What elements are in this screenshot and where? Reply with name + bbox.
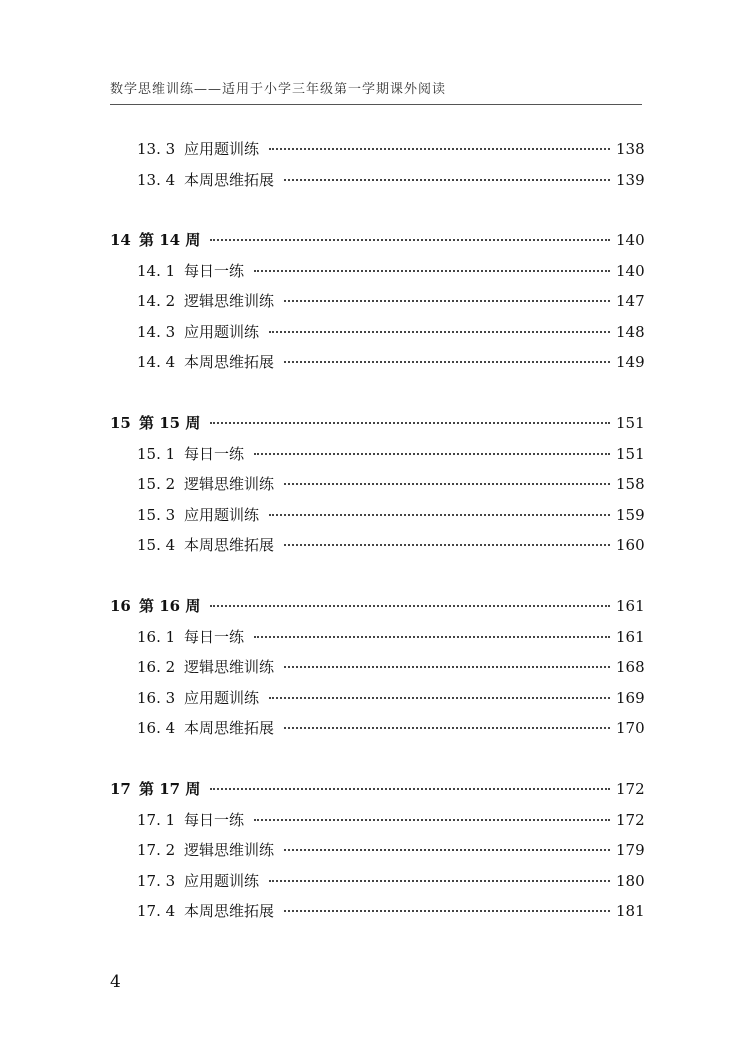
dot-leader <box>254 453 610 455</box>
toc-section-entry[interactable] <box>137 444 645 464</box>
toc-chapter-entry[interactable] <box>110 413 645 433</box>
header-rule <box>110 104 642 105</box>
toc-entry-page: 172 <box>616 811 645 829</box>
toc-entry-page: 140 <box>616 231 645 249</box>
toc-entry-page: 149 <box>616 353 645 371</box>
toc-entry-title: 本周思维拓展 <box>184 902 275 920</box>
toc-section-entry[interactable] <box>137 657 645 677</box>
toc-section-entry[interactable] <box>137 474 645 494</box>
toc-section-entry[interactable] <box>137 535 645 555</box>
toc-section-entry[interactable] <box>137 291 645 311</box>
toc-section-entry[interactable] <box>137 170 645 190</box>
toc-entry-page: 161 <box>616 628 645 646</box>
toc-entry-title: 应用题训练 <box>184 140 260 158</box>
dot-leader <box>284 849 610 851</box>
toc-entry-title: 应用题训练 <box>184 872 260 890</box>
toc-entry-page: 159 <box>616 506 645 524</box>
dot-leader <box>254 636 610 638</box>
toc-entry-title: 本周思维拓展 <box>184 171 275 189</box>
toc-entry-title: 逻辑思维训练 <box>184 475 275 493</box>
toc-entry-number: 15 <box>110 414 131 432</box>
toc-entry-title: 应用题训练 <box>184 323 260 341</box>
toc-entry-title: 本周思维拓展 <box>184 536 275 554</box>
toc-entry-page: 172 <box>616 780 645 798</box>
dot-leader <box>254 819 610 821</box>
toc-entry-title: 第 16 周 <box>139 597 201 615</box>
toc-entry-title: 第 17 周 <box>139 780 201 798</box>
toc-entry-number: 16. 2 <box>137 658 176 676</box>
dot-leader <box>210 605 610 607</box>
dot-leader <box>269 514 610 516</box>
toc-section-entry[interactable] <box>137 352 645 372</box>
toc-entry-number: 13. 4 <box>137 171 176 189</box>
toc-entry-page: 170 <box>616 719 645 737</box>
toc-entry-page: 151 <box>616 414 645 432</box>
toc-entry-number: 14. 2 <box>137 292 176 310</box>
dot-leader <box>284 910 610 912</box>
toc-entry-number: 15. 2 <box>137 475 176 493</box>
toc-chapter-entry[interactable] <box>110 779 645 799</box>
toc-entry-number: 17. 4 <box>137 902 176 920</box>
toc-entry-page: 139 <box>616 171 645 189</box>
dot-leader <box>210 239 610 241</box>
toc-section-entry[interactable] <box>137 840 645 860</box>
dot-leader <box>269 697 610 699</box>
toc-entry-title: 逻辑思维训练 <box>184 292 275 310</box>
toc-entry-number: 14. 3 <box>137 323 176 341</box>
dot-leader <box>210 422 610 424</box>
toc-entry-page: 158 <box>616 475 645 493</box>
toc-section-entry[interactable] <box>137 871 645 891</box>
toc-chapter-entry[interactable] <box>110 596 645 616</box>
toc-entry-title: 每日一练 <box>184 811 245 829</box>
toc-entry-page: 169 <box>616 689 645 707</box>
dot-leader <box>269 331 610 333</box>
toc-entry-number: 14. 1 <box>137 262 176 280</box>
toc-entry-page: 161 <box>616 597 645 615</box>
toc-entry-number: 17. 1 <box>137 811 176 829</box>
dot-leader <box>269 880 610 882</box>
toc-section-entry[interactable] <box>137 901 645 921</box>
toc-entry-number: 17 <box>110 780 131 798</box>
toc-entry-number: 16. 3 <box>137 689 176 707</box>
toc-entry-number: 16 <box>110 597 131 615</box>
dot-leader <box>284 666 610 668</box>
toc-entry-title: 每日一练 <box>184 445 245 463</box>
dot-leader <box>284 300 610 302</box>
toc-chapter-entry[interactable] <box>110 230 645 250</box>
dot-leader <box>284 544 610 546</box>
toc-entry-title: 第 15 周 <box>139 414 201 432</box>
toc-entry-page: 148 <box>616 323 645 341</box>
toc-entry-page: 180 <box>616 872 645 890</box>
toc-entry-number: 16. 1 <box>137 628 176 646</box>
toc-entry-number: 14. 4 <box>137 353 176 371</box>
dot-leader <box>269 148 610 150</box>
dot-leader <box>210 788 610 790</box>
toc-section-entry[interactable] <box>137 261 645 281</box>
toc-entry-title: 第 14 周 <box>139 231 201 249</box>
toc-section-entry[interactable] <box>137 322 645 342</box>
dot-leader <box>284 179 610 181</box>
toc-section-entry[interactable] <box>137 627 645 647</box>
toc-entry-title: 每日一练 <box>184 262 245 280</box>
toc-entry-page: 140 <box>616 262 645 280</box>
toc-entry-title: 逻辑思维训练 <box>184 658 275 676</box>
toc-entry-number: 16. 4 <box>137 719 176 737</box>
toc-entry-title: 应用题训练 <box>184 689 260 707</box>
toc-entry-number: 17. 3 <box>137 872 176 890</box>
toc-section-entry[interactable] <box>137 718 645 738</box>
toc-entry-page: 138 <box>616 140 645 158</box>
toc-entry-number: 15. 3 <box>137 506 176 524</box>
toc-entry-page: 179 <box>616 841 645 859</box>
toc-entry-page: 181 <box>616 902 645 920</box>
toc-entry-number: 15. 1 <box>137 445 176 463</box>
toc-entry-title: 本周思维拓展 <box>184 719 275 737</box>
toc-entry-title: 每日一练 <box>184 628 245 646</box>
toc-entry-page: 168 <box>616 658 645 676</box>
toc-entry-page: 151 <box>616 445 645 463</box>
toc-entry-title: 应用题训练 <box>184 506 260 524</box>
toc-entry-number: 14 <box>110 231 131 249</box>
dot-leader <box>284 483 610 485</box>
page-number: 4 <box>110 972 121 992</box>
toc-entry-title: 逻辑思维训练 <box>184 841 275 859</box>
toc-section-entry[interactable] <box>137 139 645 159</box>
toc-entry-page: 147 <box>616 292 645 310</box>
toc-entry-number: 13. 3 <box>137 140 176 158</box>
toc-section-entry[interactable] <box>137 505 645 525</box>
toc-entry-title: 本周思维拓展 <box>184 353 275 371</box>
toc-entry-number: 15. 4 <box>137 536 176 554</box>
dot-leader <box>254 270 610 272</box>
toc-entry-page: 160 <box>616 536 645 554</box>
toc-section-entry[interactable] <box>137 810 645 830</box>
toc-section-entry[interactable] <box>137 688 645 708</box>
dot-leader <box>284 361 610 363</box>
dot-leader <box>284 727 610 729</box>
toc-entry-number: 17. 2 <box>137 841 176 859</box>
running-header: 数学思维训练——适用于小学三年级第一学期课外阅读 <box>110 82 447 97</box>
